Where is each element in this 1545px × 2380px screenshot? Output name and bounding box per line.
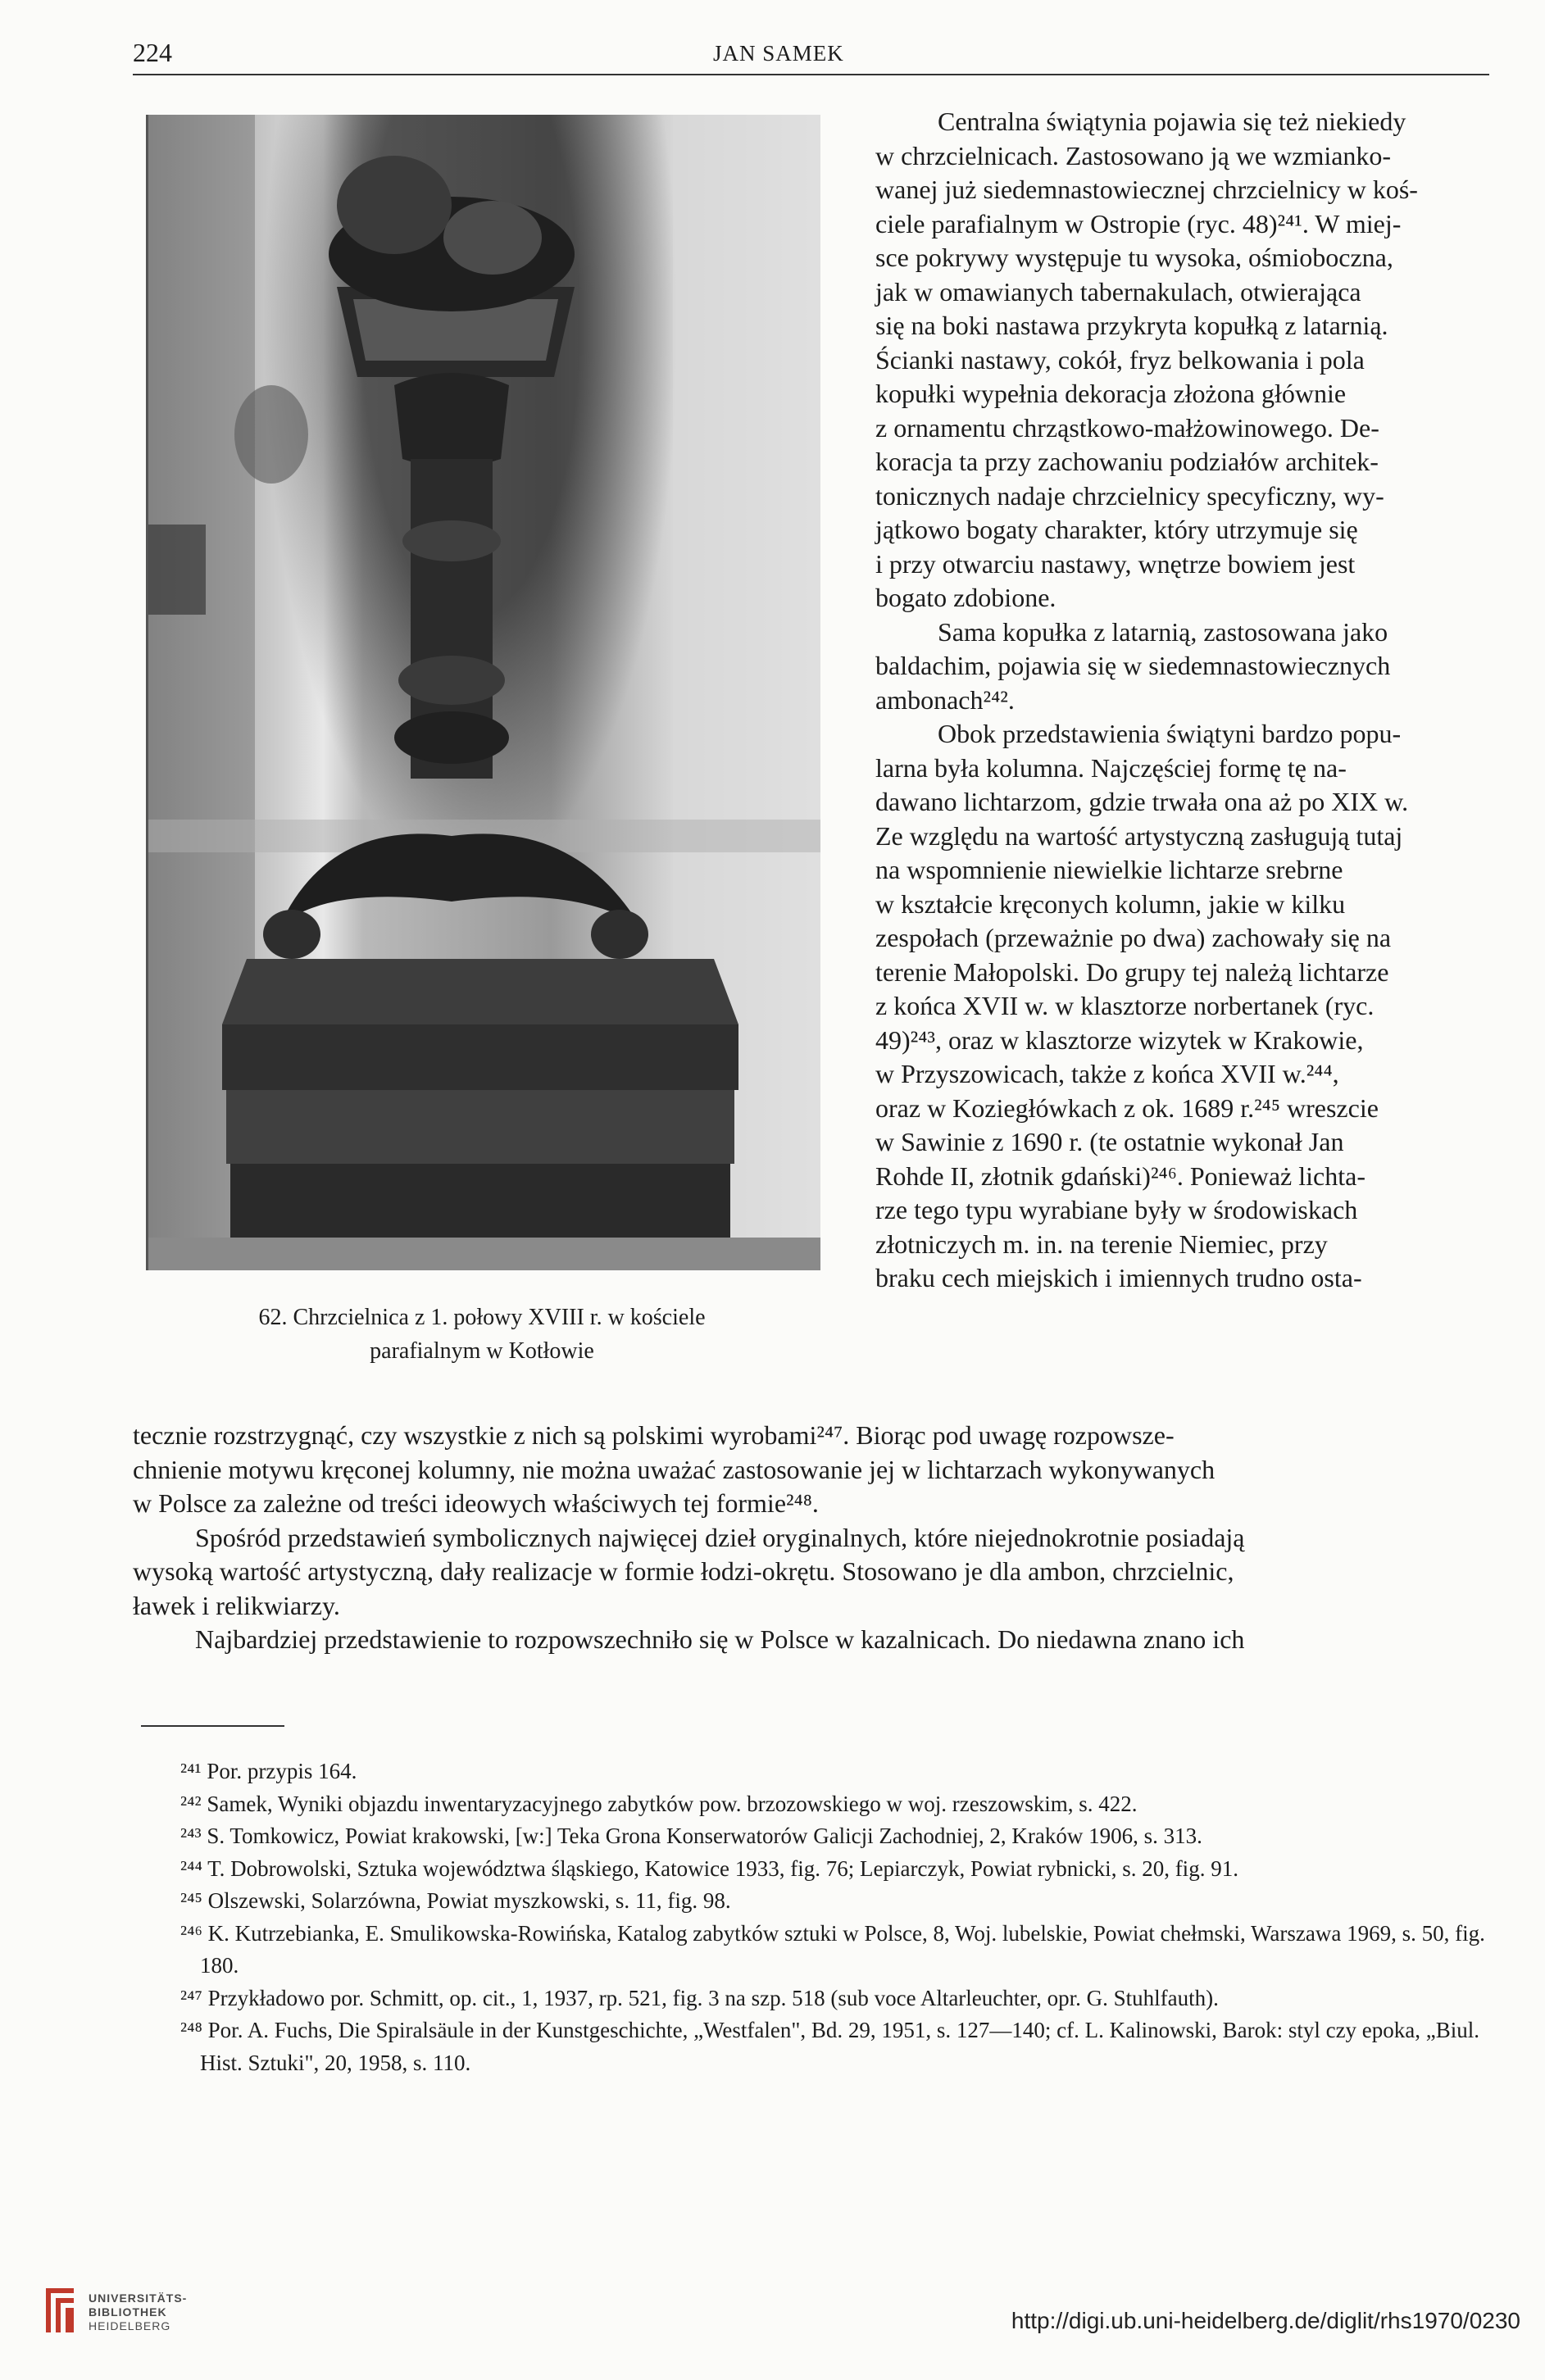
text-line: kopułki wypełnia dekoracja złożona głównie [875, 379, 1347, 408]
text-line: oraz w Koziegłówkach z ok. 1689 r.²⁴⁵ wreszcie [875, 1092, 1379, 1123]
text-line: tonicznych nadaje chrzcielnicy specyficzny, wy- [875, 480, 1384, 511]
text-line: larna była kolumna. Najczęściej formę tę na- [875, 752, 1347, 783]
text-line: tecznie rozstrzygnąć, czy wszystkie z nich są polskimi wyrobami²⁴⁷. Biorąc pod uwagę rozpowsze- [133, 1420, 1175, 1450]
footnote: ²⁴² Samek, Wyniki objazdu inwentaryzacyjnego zabytków pow. brzozowskiego w woj. rzeszowskim, s. 422. [180, 1791, 1138, 1816]
text-line: i przy otwarciu nastawy, wnętrze bowiem jest [875, 548, 1356, 579]
text-line: w chrzcielnicach. Zastosowano ją we wzmianko- [875, 140, 1392, 170]
text-line: Ze względu na wartość artystyczną zasługują tutaj [875, 820, 1403, 851]
source-url-link[interactable]: http://digi.ub.uni-heidelberg.de/diglit/rhs1970/0230 [1011, 2308, 1520, 2333]
text-line: jak w omawianych tabernakulach, otwierająca [875, 276, 1361, 307]
text-line: w Sawinie z 1690 r. (te ostatnie wykonał Jan [875, 1127, 1344, 1156]
text-line: rze tego typu wyrabiane były w środowiskach [875, 1195, 1358, 1224]
caption-line-2: parafialnym w Kotłowie [370, 1338, 594, 1364]
text-line: ławek i relikwiarzy. [133, 1590, 340, 1620]
text-line: na wspomnienie niewielkie lichtarze srebrne [875, 855, 1343, 884]
figure-photo-baptismal-font [146, 115, 820, 1270]
full-width-text [133, 1419, 1487, 1657]
library-name [89, 2291, 187, 2333]
text-line: baldachim, pojawia się w siedemnastowiecznych [875, 651, 1391, 680]
header-rule [133, 74, 1489, 75]
library-name-line-1: UNIVERSITÄTS- [89, 2291, 188, 2305]
footnote: ²⁴⁸ Por. A. Fuchs, Die Spiralsäule in der Kunstgeschichte, „Westfalen", Bd. 29, 1951, s. 127—140; cf. L. Kalinowski, Barok: styl czy epoka, „Biul. Hist. Sztuki", 20, 1958, s. 110. [180, 2018, 1480, 2075]
text-line: terenie Małopolski. Do grupy tej należą lichtarze [875, 956, 1389, 987]
footnote: ²⁴⁴ T. Dobrowolski, Sztuka województwa śląskiego, Katowice 1933, fig. 76; Lepiarczyk, Powiat rybnicki, s. 20, fig. 91. [180, 1855, 1238, 1881]
text-line: ambonach²⁴². [875, 684, 1015, 715]
text-line: chnienie motywu kręconej kolumny, nie można uważać zastosowanie jej w lichtarzach wykonywanych [133, 1454, 1216, 1484]
footnote: ²⁴³ S. Tomkowicz, Powiat krakowski, [w:] Teka Grona Konserwatorów Galicji Zachodniej, 2, Kraków 1906, s. 313. [180, 1824, 1202, 1848]
running-head: JAN SAMEK [713, 41, 844, 66]
text-line: Spośród przedstawień symbolicznych najwięcej dzieł oryginalnych, które niejednokrotnie posiadają [195, 1522, 1245, 1552]
text-line: bogato zdobione. [875, 583, 1057, 612]
library-name-line-2: BIBLIOTHEK [89, 2305, 167, 2319]
text-line: dawano lichtarzom, gdzie trwała ona aż po XIX w. [875, 787, 1409, 816]
figure-caption [146, 1301, 818, 1368]
text-line: z ornamentu chrząstkowo-małżowinowego. De- [875, 412, 1379, 443]
text-line: jątkowo bogaty charakter, który utrzymuje się [875, 515, 1358, 544]
footnote-rule [141, 1725, 284, 1727]
text-line: się na boki nastawa przykryta kopułką z latarnią. [875, 311, 1388, 340]
text-line: w Przyszowicach, także z końca XVII w.²⁴⁴, [875, 1059, 1339, 1088]
text-line: z końca XVII w. w klasztorze norbertanek (ryc. [875, 991, 1375, 1020]
text-line: złotniczych m. in. na terenie Niemiec, przy [875, 1229, 1328, 1259]
caption-line-1: 62. Chrzcielnica z 1. połowy XVIII r. w kościele [258, 1305, 706, 1330]
text-line: Ścianki nastawy, cokół, fryz belkowania i pola [875, 344, 1365, 375]
text-line: wanej już siedemnastowiecznej chrzcielnicy w koś- [875, 175, 1418, 204]
library-logo-icon [39, 2285, 80, 2336]
baptismal-font-illustration [148, 115, 820, 1270]
text-line: Najbardziej przedstawienie to rozpowszechniło się w Polsce w kazalnicach. Do niedawna znano ich [195, 1624, 1245, 1654]
text-line: braku cech miejskich i imiennych trudno osta- [875, 1263, 1362, 1292]
text-line: Centralna świątynia pojawia się też niekiedy [938, 107, 1406, 136]
right-column-text [875, 105, 1487, 1296]
text-line: ciele parafialnym w Ostropie (ryc. 48)²⁴¹. W miej- [875, 208, 1402, 238]
footnote: ²⁴⁷ Przykładowo por. Schmitt, op. cit., 1, 1937, rp. 521, fig. 3 na szp. 518 (sub voce Altarleuchter, opr. G. Stuhlfauth). [180, 1985, 1219, 2010]
footnote: ²⁴⁶ K. Kutrzebianka, E. Smulikowska-Rowińska, Katalog zabytków sztuki w Polsce, 8, Woj. lubelskie, Powiat chełmski, Warszawa 1969, s. 50, fig. 180. [180, 1920, 1485, 1978]
footnotes [133, 1755, 1487, 2079]
text-line: w kształcie kręconych kolumn, jakie w kilku [875, 888, 1346, 919]
text-line: w Polsce za zależne od treści ideowych właściwych tej formie²⁴⁸. [133, 1488, 819, 1518]
text-line: 49)²⁴³, oraz w klasztorze wizytek w Krakowie, [875, 1024, 1364, 1055]
page-number: 224 [133, 38, 172, 67]
text-line: sce pokrywy występuje tu wysoka, ośmioboczna, [875, 243, 1393, 272]
text-line: Obok przedstawienia świątyni bardzo popu- [938, 719, 1402, 748]
text-line: koracja ta przy zachowaniu podziałów architek- [875, 447, 1379, 476]
footnote: ²⁴¹ Por. przypis 164. [180, 1759, 357, 1783]
footnote: ²⁴⁵ Olszewski, Solarzówna, Powiat myszkowski, s. 11, fig. 98. [180, 1888, 731, 1913]
library-name-line-3: HEIDELBERG [89, 2319, 171, 2332]
text-line: wysoką wartość artystyczną, dały realizacje w formie łodzi-okrętu. Stosowano je dla ambon, chrzcielnic, [133, 1556, 1234, 1586]
text-line: Sama kopułka z latarnią, zastosowana jako [938, 616, 1388, 647]
text-line: zespołach (przeważnie po dwa) zachowały się na [875, 923, 1392, 952]
text-line: Rohde II, złotnik gdański)²⁴⁶. Ponieważ lichta- [875, 1160, 1366, 1191]
